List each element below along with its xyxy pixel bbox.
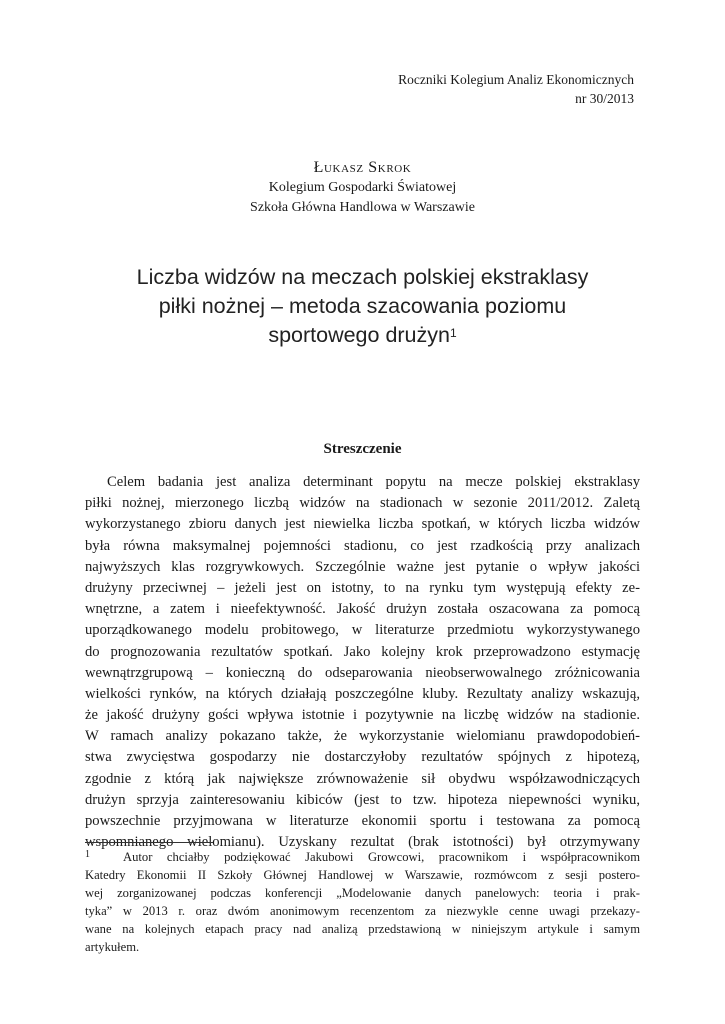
footnote-separator (85, 842, 213, 843)
title-line: Liczba widzów na meczach polskiej ekstraklasy (136, 265, 589, 289)
journal-issue: nr 30/2013 (575, 91, 634, 106)
footnote-line: Katedry Ekonomii II Szkoły Głównej Handlowej w Warszawie, rozmówcom z sesji postero- (85, 868, 640, 882)
footnote-line: artykułem. (85, 940, 140, 954)
journal-name: Roczniki Kolegium Analiz Ekonomicznych (398, 72, 634, 87)
author-affiliation-college: Kolegium Gospodarki Światowej (268, 180, 457, 195)
footnote-line: wej zorganizowanej podczas konferencji „Modelowanie danych panelowych: teoria i prak- (85, 886, 640, 900)
abstract-line: wnętrzne, a zatem i nieefektywność. Jakość drużyn została oszacowana za pomocą (85, 601, 640, 618)
title-line: piłki nożnej – metoda szacowania poziomu (158, 294, 567, 318)
abstract-line: wspomnianego wielomianu). Uzyskany rezultat (brak istotności) był otrzymywany (85, 834, 640, 851)
abstract-body (85, 472, 640, 853)
abstract-line: drużyn sprzyja zainteresowaniu kibiców (jest to tzw. hipoteza niepewności wyniku, (85, 791, 640, 808)
abstract-line: Celem badania jest analiza determinant popytu na mecze polskiej ekstraklasy (107, 474, 640, 490)
abstract-line: uporządkowanego modelu probitowego, w literaturze przedmiotu wykorzystywanego (85, 622, 640, 639)
footnote-line-first (85, 848, 640, 866)
abstract-line: powszechnie przyjmowana w literaturze ekonomii sportu i testowana za pomocą (85, 813, 640, 829)
abstract-line: wielkości rynków, na których działają poszczególne kluby. Rezultaty analizy wskazują, (85, 685, 640, 702)
article-title (100, 263, 625, 350)
abstract-line: drużyny przeciwnej – jeżeli jest on istotny, to na rynku tym występują efekty ze- (85, 579, 640, 596)
title-line-text: sportowego drużyn (268, 323, 450, 347)
title-line-last (100, 321, 625, 350)
footnote-mark: 1 (85, 849, 90, 860)
abstract-line: zgodnie z którą jak największe zrównoważenie sił obydwu współzawodniczących (85, 770, 640, 787)
journal-header (398, 70, 634, 108)
abstract-line: piłki nożnej, mierzonego liczbą widzów na stadionach w sezonie 2011/2012. Zaletą (85, 495, 640, 512)
footnote (85, 848, 640, 956)
author-name: Łukasz Skrok (313, 159, 412, 176)
abstract-line: wykorzystanego zbioru danych jest niewielka liczba spotkań, w których liczba widzów (85, 516, 640, 533)
footnote-line: wane na kolejnych etapach pracy nad analizą przedstawioną w niniejszym artykule i samym (85, 922, 640, 936)
abstract-line: że jakość drużyny gości wpływa istotnie i pozytywnie na liczbę widzów na stadionie. (85, 707, 640, 724)
abstract-heading: Streszczenie (323, 441, 402, 457)
abstract-line: wewnątrzgrupową – konieczną do odseparowania nieobserwowalnego zróżnicowania (85, 664, 640, 681)
footnote-line-text: Autor chciałby podziękować Jakubowi Growcowi, pracownikom i współpracownikom (123, 850, 640, 864)
abstract-line: była równa maksymalnej pojemności stadionu, co jest rzadkością przy analizach (85, 537, 640, 554)
abstract-line: najwyższych klas rozgrywkowych. Szczególnie ważne jest pytanie o wpływ jakości (85, 558, 640, 575)
abstract-line: W ramach analizy pokazano także, że wykorzystanie wielomianu prawdopodobień- (85, 728, 640, 745)
abstract-line: do prognozowania rezultatów spotkań. Jako kolejny krok przeprowadzono estymację (85, 643, 640, 660)
footnote-line: tyka” w 2013 r. oraz dwóm anonimowym recenzentom za niezwykle cenne uwagi przekazy- (85, 904, 640, 918)
author-block (0, 158, 725, 218)
author-affiliation-university: Szkoła Główna Handlowa w Warszawie (250, 200, 475, 215)
title-footnote-mark[interactable]: 1 (449, 326, 457, 340)
abstract-line: stwa zwycięstwa gospodarzy nie dostarczyłoby rezultatów spójnych z hipotezą, (85, 749, 640, 766)
